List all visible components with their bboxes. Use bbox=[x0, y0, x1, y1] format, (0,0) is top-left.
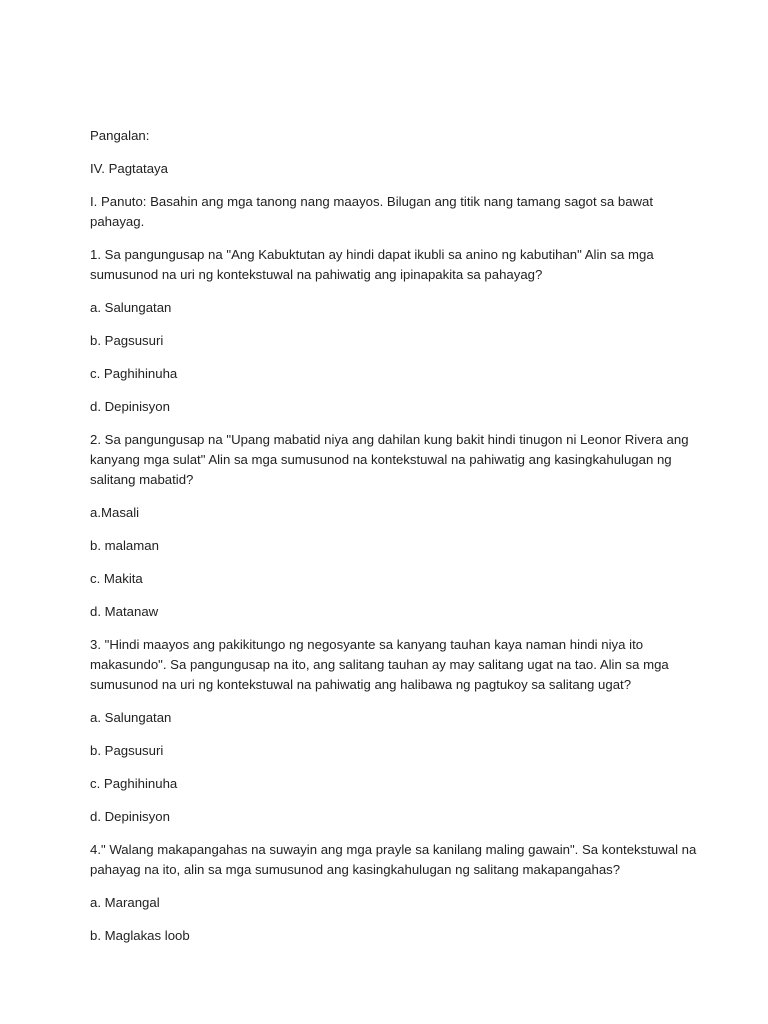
option-d: d. Depinisyon bbox=[90, 399, 170, 414]
option-c: c. Paghihinuha bbox=[90, 776, 178, 791]
section-title: IV. Pagtataya bbox=[90, 161, 168, 176]
option-d: d. Depinisyon bbox=[90, 809, 170, 824]
instructions: I. Panuto: Basahin ang mga tanong nang maayos. Bilugan ang titik nang tamang sagot sa bawat pahayag. bbox=[90, 194, 657, 229]
question-1 bbox=[90, 245, 708, 417]
option-b: b. Pagsusuri bbox=[90, 743, 164, 758]
option-a: a. Salungatan bbox=[90, 710, 172, 725]
option-c: c. Paghihinuha bbox=[90, 366, 178, 381]
option-a: a. Marangal bbox=[90, 895, 160, 910]
question-3 bbox=[90, 635, 708, 827]
question-text: 2. Sa pangungusap na "Upang mabatid niya ang dahilan kung bakit hindi tinugon ni Leonor Rivera ang kanyang mga sulat" Alin sa mga sumusunod na kontekstuwal na pahiwatig ang kasingkahulugan ng salitang mabatid? bbox=[90, 432, 693, 487]
option-b: b. Pagsusuri bbox=[90, 333, 164, 348]
option-b: b. malaman bbox=[90, 538, 159, 553]
option-b: b. Maglakas loob bbox=[90, 928, 190, 943]
option-c: c. Makita bbox=[90, 571, 143, 586]
question-2 bbox=[90, 430, 708, 622]
question-4 bbox=[90, 840, 708, 946]
option-d: d. Matanaw bbox=[90, 604, 159, 619]
question-text: 3. "Hindi maayos ang pakikitungo ng negosyante sa kanyang tauhan kaya naman hindi niya ito makasundo". Sa pangungusap na ito, ang salitang tauhan ay may salitang ugat na tao. Alin sa mga sumusunod na uri ng kontekstuwal na pahiwatig ang halibawa ng pagtukoy sa salitang ugat? bbox=[90, 637, 673, 692]
name-label: Pangalan: bbox=[90, 128, 150, 143]
option-a: a. Salungatan bbox=[90, 300, 172, 315]
question-text: 4." Walang makapangahas na suwayin ang mga prayle sa kanilang maling gawain". Sa kontekstuwal na pahayag na ito, alin sa mga sumusunod ang kasingkahulugan ng salitang makapangahas? bbox=[90, 842, 701, 877]
option-a: a.Masali bbox=[90, 505, 140, 520]
question-text: 1. Sa pangungusap na "Ang Kabuktutan ay hindi dapat ikubli sa anino ng kabutihan" Alin sa mga sumusunod na uri ng kontekstuwal na pahiwatig ang ipinapakita sa pahayag? bbox=[90, 247, 658, 282]
